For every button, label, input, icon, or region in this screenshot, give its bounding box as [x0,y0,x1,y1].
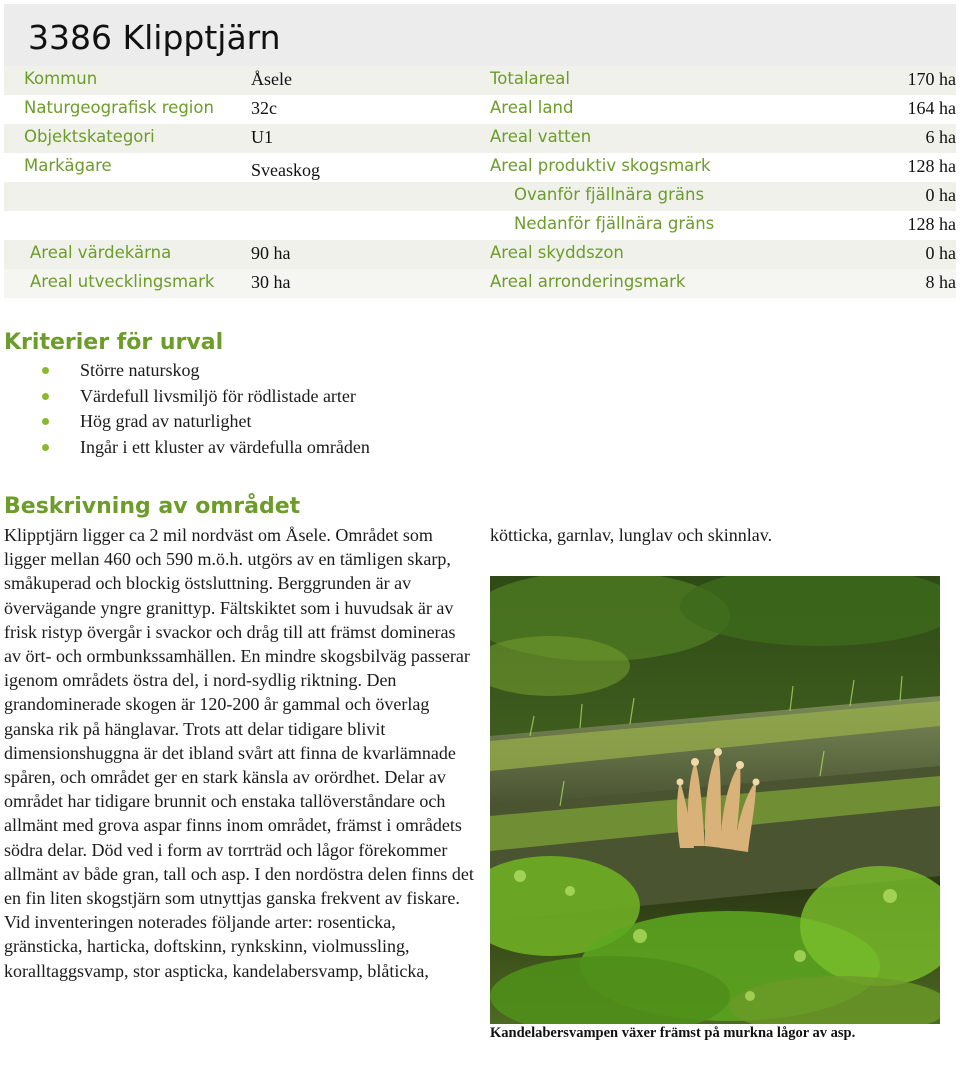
photo-kandelabersvamp [490,576,940,1024]
skyddszon-label: Areal skyddszon [490,243,624,262]
nedanfor-value: 128 ha [907,214,956,234]
skyddszon-value: 0 ha [925,243,956,263]
vardekarna-value: 90 ha [251,243,291,263]
produktiv-label: Areal produktiv skogsmark [490,156,711,175]
facts-row [4,240,956,269]
ovanfor-value: 0 ha [925,185,956,205]
list-item [40,437,370,463]
facts-row [4,95,956,124]
criteria-item: Ingår i ett kluster av värdefulla områden [80,436,370,457]
totalareal-label: Totalareal [490,69,570,88]
facts-table [4,66,956,298]
bullet-icon [42,367,49,374]
description-text-continued: kötticka, garnlav, lunglav och skinnlav. [490,525,773,545]
nedanfor-label: Nedanför fjällnära gräns [514,214,715,233]
utveckling-label: Areal utvecklingsmark [30,272,215,291]
bullet-icon [42,393,49,400]
areal-vatten-label: Areal vatten [490,127,592,146]
list-item [40,386,370,412]
facts-row [4,211,956,240]
facts-row [4,182,956,211]
criteria-item: Större naturskog [80,360,200,380]
criteria-item: Hög grad av naturlighet [80,411,252,431]
areal-land-label: Areal land [490,98,574,117]
list-item [40,360,370,386]
kommun-value: Åsele [251,69,292,89]
facts-row [4,124,956,153]
kommun-label: Kommun [24,69,98,88]
description-text: Klipptjärn ligger ca 2 mil nordväst om Åsele. Området som ligger mellan 460 och 590 m.ö.h. utgörs av en tämligen skarp, småkuperad och blockig östsluttning. Berggrunden är av övervägande yngre granittyp. Fältskiktet som i huvudsak är av frisk ristyp övergår i svackor och dråg till att främst domineras av ört- och ormbunkssamhällen. En mindre skogsbilväg passerar igenom områdets östra del, i nord-sydlig riktning. Den grandominerade skogen är 120-200 år gammal och överlag ganska rik på hänglavar. Trots att delar tidigare blivit dimensionshuggna är det ibland svårt att finna de kvarlämnade spåren, och området ger en stark känsla av orördhet. Delar av området har tidigare brunnit och enstaka tallöverståndare och allmänt med grova aspar finns inom området, främst i områdets södra delar. Död ved i form av torrträd och lågor förekommer allmänt av både gran, tall och asp. I den nordöstra delen finns det en fin liten skogstjärn som utnyttjas ganska frekvent av fiskare. Vid inventeringen noterades följande arter: rosenticka, gränsticka, harticka, doftskinn, rynkskinn, violmussling, koralltaggsvamp, stor aspticka, kandelabersvamp, blåticka, [4,525,474,981]
markagare-label: Markägare [24,156,112,175]
arrondering-value: 8 ha [925,272,956,292]
criteria-list [40,360,370,462]
region-label: Naturgeografisk region [24,98,214,117]
photo-caption: Kandelabersvampen växer främst på murkna lågor av asp. [490,1025,856,1041]
facts-row [4,153,956,182]
photo-illustration [490,576,940,1024]
areal-land-value: 164 ha [907,98,956,118]
facts-row [4,269,956,298]
utveckling-value: 30 ha [251,272,291,292]
criteria-heading: Kriterier för urval [4,330,224,355]
vardekarna-label: Areal värdekärna [30,243,172,262]
bullet-icon [42,444,49,451]
facts-row [4,66,956,95]
markagare-value: Sveaskog [251,160,320,180]
areal-vatten-value: 6 ha [925,127,956,147]
totalareal-value: 170 ha [907,69,956,89]
ovanfor-label: Ovanför fjällnära gräns [514,185,705,204]
produktiv-value: 128 ha [907,156,956,176]
criteria-item: Värdefull livsmiljö för rödlistade arter [80,385,356,406]
description-heading: Beskrivning av området [4,494,301,519]
title-bar [4,4,956,66]
objekt-label: Objektskategori [24,127,155,146]
page-title: 3386 Klipptjärn [28,18,281,57]
objekt-value: U1 [251,127,273,147]
arrondering-label: Areal arronderingsmark [490,272,686,291]
region-value: 32c [251,98,277,118]
list-item [40,411,370,437]
bullet-icon [42,418,49,425]
